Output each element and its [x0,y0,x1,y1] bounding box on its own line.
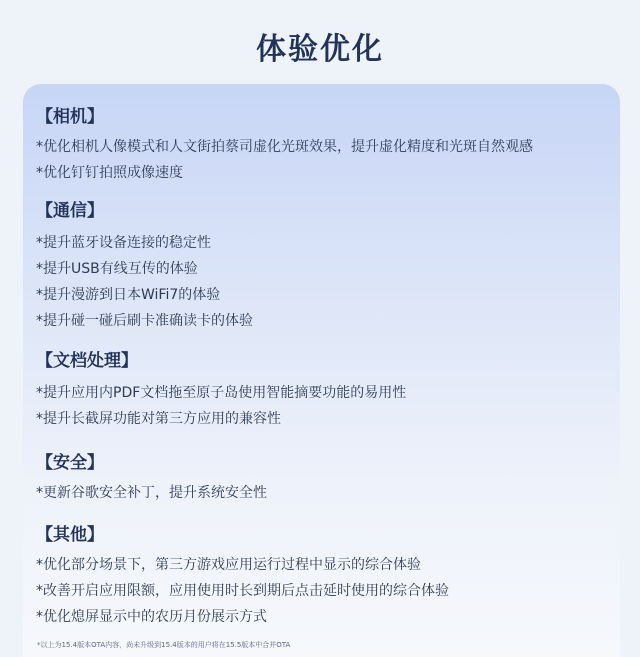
section-heading: 【安全】 [36,453,104,473]
list-item: *提升漫游到日本WiFi7的体验 [36,287,221,303]
section-camera [36,104,606,186]
section-heading: 【其他】 [36,525,104,545]
section-heading: 【文档处理】 [36,351,138,371]
list-item: *优化熄屏显示中的农历月份展示方式 [36,609,267,625]
list-item: *优化钉钉拍照成像速度 [36,165,183,181]
list-item: *更新谷歌安全补丁，提升系统安全性 [36,485,267,501]
list-item: *提升长截屏功能对第三方应用的兼容性 [36,411,281,427]
list-item: *提升USB有线互传的体验 [36,261,198,277]
list-item: *提升碰一碰后刷卡准确读卡的体验 [36,313,253,329]
section-communication [36,198,606,334]
section-document [36,348,606,432]
list-item: *提升蓝牙设备连接的稳定性 [36,235,211,251]
section-heading: 【相机】 [36,107,104,127]
section-heading: 【通信】 [36,201,104,221]
section-other [36,522,606,630]
list-item: *改善开启应用限额，应用使用时长到期后点击延时使用的综合体验 [36,583,449,599]
list-item: *提升应用内PDF文档拖至原子岛使用智能摘要功能的易用性 [36,385,407,401]
section-security [36,450,606,506]
list-item: *优化部分场景下，第三方游戏应用运行过程中显示的综合体验 [36,557,421,573]
footnote: *以上为15.4版本OTA内容，尚未升级到15.4版本的用户将在15.5版本中合并OTA [37,641,291,649]
list-item: *优化相机人像模式和人文街拍蔡司虚化光斑效果，提升虚化精度和光斑自然观感 [36,139,533,155]
content-panel [23,84,620,657]
page-title: 体验优化 [256,32,384,67]
